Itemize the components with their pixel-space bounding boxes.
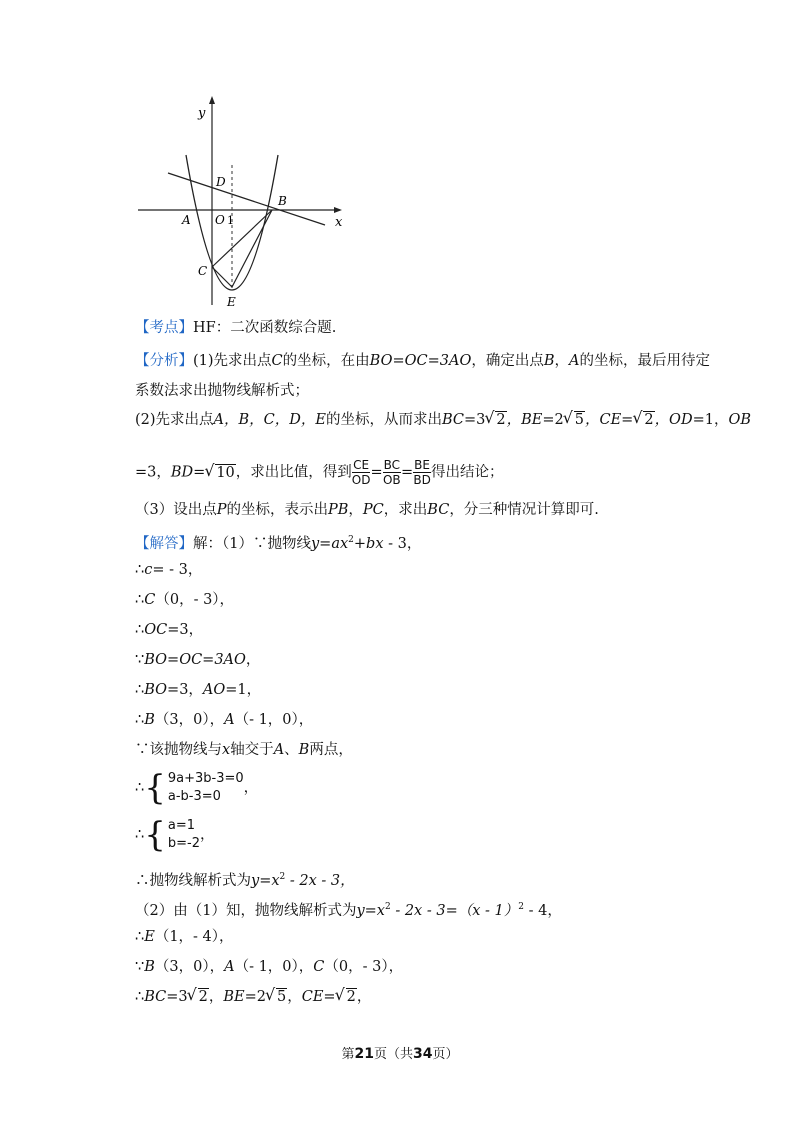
jieda-line-3	[135, 620, 203, 640]
text: =3	[166, 989, 188, 1005]
text: 系数法求出抛物线解析式；	[135, 383, 309, 399]
text: ，	[356, 989, 372, 1005]
system-rows	[168, 770, 244, 806]
text: (1)先求出点	[193, 353, 272, 369]
jieda-line-1	[135, 560, 202, 580]
x-axis-arrow	[334, 207, 342, 213]
superscript: 2	[384, 902, 391, 912]
parabola-figure	[130, 95, 350, 310]
text: =2	[542, 412, 564, 428]
jieda-line-6	[135, 710, 313, 730]
var: C	[271, 353, 283, 369]
var: BC	[441, 412, 465, 428]
sqrt	[336, 987, 357, 1007]
denominator: OD	[351, 473, 371, 487]
fenxi-line-4	[135, 458, 504, 487]
text: 得出结论；	[431, 464, 504, 481]
var: B	[543, 353, 555, 369]
text: - 4，	[524, 902, 562, 919]
text: （1，- 4），	[154, 929, 234, 945]
jieda-line-5	[135, 680, 261, 700]
text: =	[193, 464, 206, 481]
numerator: BC	[383, 458, 401, 472]
points: A，B，C，D，E	[213, 412, 326, 428]
text: （- 1，0），	[234, 959, 314, 975]
var: CE	[301, 989, 324, 1005]
text: ，求出比值，得到	[235, 464, 352, 481]
text: （0，- 3），	[324, 959, 404, 975]
brace: {	[144, 768, 166, 808]
text: ∴	[135, 827, 145, 843]
equation-system-1	[144, 770, 243, 806]
var: ，OD	[654, 412, 693, 428]
var: c	[144, 562, 153, 578]
text: =	[370, 464, 383, 481]
text: （3，0），	[154, 712, 225, 728]
equation: BO=OC=3AO	[144, 652, 246, 668]
fenxi-line-2	[135, 381, 309, 401]
var: BE	[223, 989, 245, 1005]
text: =	[401, 464, 414, 481]
text: =3	[464, 412, 486, 428]
numerator: CE	[353, 458, 370, 472]
label-one: 1	[227, 214, 234, 227]
equation-row: b=-2	[167, 836, 200, 851]
text: ∵	[135, 959, 145, 975]
radicand: 2	[644, 412, 654, 428]
jieda-line-8	[135, 768, 258, 808]
radicand: 5	[574, 412, 584, 428]
text: (2)先求出点	[135, 412, 214, 428]
equation: +bx	[353, 535, 384, 552]
var: ，CE	[584, 412, 622, 428]
text: =2	[244, 989, 266, 1005]
equation: - 2x - 3，	[285, 872, 355, 889]
label-x: x	[335, 215, 343, 230]
kaodian-text: HF：二次函数综合题.	[193, 320, 337, 336]
var: A	[569, 353, 580, 369]
text: =3，	[167, 682, 203, 698]
var: BC	[427, 502, 450, 518]
kaodian-tag: 【考点】	[135, 320, 193, 336]
text: 页（共	[373, 1047, 413, 1062]
text: （0，- 3），	[155, 592, 235, 608]
label-a: A	[182, 213, 191, 227]
jieda-line-14	[135, 987, 371, 1007]
var: B	[144, 712, 155, 728]
fraction-be-bd	[413, 458, 431, 487]
text: 第	[341, 1047, 355, 1062]
text: ∵	[135, 652, 145, 668]
text: ，	[199, 827, 215, 843]
radicand: 2	[496, 412, 506, 428]
text: 、	[284, 742, 299, 758]
text: ，	[243, 780, 259, 796]
var: x	[222, 742, 231, 758]
var: OB	[728, 412, 751, 428]
label-d: D	[216, 175, 226, 189]
fraction-ce-od	[352, 458, 371, 487]
jieda-line-2	[135, 590, 234, 610]
sqrt	[205, 463, 235, 483]
text: ∴	[135, 780, 145, 796]
text: =	[323, 989, 336, 1005]
text: 两点，	[309, 742, 353, 758]
radicand: 2	[346, 989, 356, 1005]
segment-eb	[232, 210, 272, 287]
page-footer	[0, 1043, 800, 1062]
var: P	[216, 502, 227, 518]
equation-row: 9a+3b-3=0	[167, 771, 244, 786]
text: （3，0），	[154, 959, 225, 975]
text: ∴抛物线解析式为	[135, 872, 251, 889]
jieda-line-9	[135, 815, 214, 855]
var: A	[224, 712, 235, 728]
text: ∴	[135, 712, 145, 728]
jieda-line-12	[135, 927, 234, 947]
jieda-line-13	[135, 957, 403, 977]
var: AO	[202, 682, 226, 698]
text: 的坐标，在由	[282, 353, 370, 369]
numerator: BE	[414, 458, 430, 472]
text: =1，	[692, 412, 729, 428]
text: ∴	[135, 562, 145, 578]
var: PB	[328, 502, 349, 518]
var: BD	[170, 464, 194, 481]
text: 的坐标，表示出	[226, 502, 328, 518]
text: 的坐标，最后用待定	[579, 353, 710, 369]
var: B	[144, 959, 155, 975]
text: （3）设出点	[135, 502, 217, 518]
system-rows	[168, 817, 200, 853]
text: ，求出	[383, 502, 428, 518]
text: 的坐标，从而求出	[325, 412, 442, 428]
text: ∴	[135, 929, 145, 945]
var: BC	[144, 989, 167, 1005]
text: 页）	[432, 1047, 459, 1062]
equation: y=ax	[310, 535, 349, 552]
var: BO	[144, 682, 168, 698]
sqrt	[564, 410, 585, 430]
text: =3，	[135, 464, 171, 481]
text: =1，	[225, 682, 262, 698]
jieda-line-11	[135, 897, 562, 921]
text: - 3，	[383, 535, 422, 552]
equation: - 2x - 3=（x - 1）	[390, 902, 519, 919]
text: ，	[245, 652, 261, 668]
text: = - 3，	[152, 562, 203, 578]
jieda-line-10	[135, 867, 355, 891]
var: C	[144, 592, 156, 608]
jieda-line-0	[135, 530, 421, 554]
text: ，	[208, 989, 224, 1005]
sqrt	[485, 410, 506, 430]
radicand: 2	[198, 989, 208, 1005]
denominator: OB	[382, 473, 401, 487]
text: ，	[287, 989, 302, 1005]
equation-system-2	[144, 817, 200, 853]
fenxi-tag: 【分析】	[135, 353, 193, 369]
text: ，	[348, 502, 363, 518]
total-pages: 34	[413, 1046, 433, 1062]
kaodian-line	[135, 318, 336, 338]
text: （2）由（1）知，抛物线解析式为	[135, 902, 357, 919]
text: 解：（1）∵抛物线	[193, 535, 311, 552]
line-bd	[168, 173, 325, 225]
var: OC	[144, 622, 168, 638]
text: ∴	[135, 989, 145, 1005]
equation: BO=OC=3AO	[369, 353, 472, 369]
equation: y=x	[251, 872, 280, 889]
text: =	[621, 412, 634, 428]
superscript: 2	[348, 535, 354, 545]
text: ，确定出点	[471, 353, 544, 369]
equation: y=x	[356, 902, 385, 919]
equation-row: a-b-3=0	[167, 789, 221, 804]
sqrt	[266, 987, 287, 1007]
text: （- 1，0），	[234, 712, 314, 728]
text: 轴交于	[230, 742, 274, 758]
text: ，分三种情况计算即可.	[449, 502, 599, 518]
text: =3，	[167, 622, 204, 638]
text: ∴	[135, 622, 145, 638]
var: A	[224, 959, 235, 975]
var: A	[273, 742, 285, 758]
fraction-bc-ob	[383, 458, 401, 487]
brace: {	[144, 815, 166, 855]
var: E	[144, 929, 155, 945]
fenxi-line-3	[135, 410, 751, 430]
var: B	[298, 742, 310, 758]
superscript: 2	[279, 872, 286, 882]
radicand: 10	[216, 464, 235, 481]
label-o: O	[215, 213, 225, 227]
fenxi-line-5	[135, 500, 599, 520]
jieda-tag: 【解答】	[135, 535, 193, 552]
var: C	[313, 959, 325, 975]
sqrt	[633, 410, 654, 430]
label-y: y	[198, 106, 206, 121]
superscript: 2	[518, 902, 524, 912]
text: ，	[554, 353, 569, 369]
fenxi-line-1	[135, 351, 710, 371]
jieda-line-7	[135, 740, 353, 760]
label-e: E	[227, 295, 236, 309]
text: ∴	[135, 592, 145, 608]
text: ∵该抛物线与	[135, 742, 222, 758]
y-axis-arrow	[209, 96, 215, 104]
label-b: B	[278, 194, 287, 208]
denominator: BD	[413, 473, 431, 487]
text: ∴	[135, 682, 145, 698]
page-number: 21	[354, 1046, 374, 1062]
radicand: 5	[277, 989, 287, 1005]
label-c: C	[198, 264, 208, 278]
var: ，BE	[506, 412, 543, 428]
jieda-line-4	[135, 650, 260, 670]
sqrt	[188, 987, 209, 1007]
var: PC	[362, 502, 384, 518]
equation-row: a=1	[167, 818, 196, 833]
